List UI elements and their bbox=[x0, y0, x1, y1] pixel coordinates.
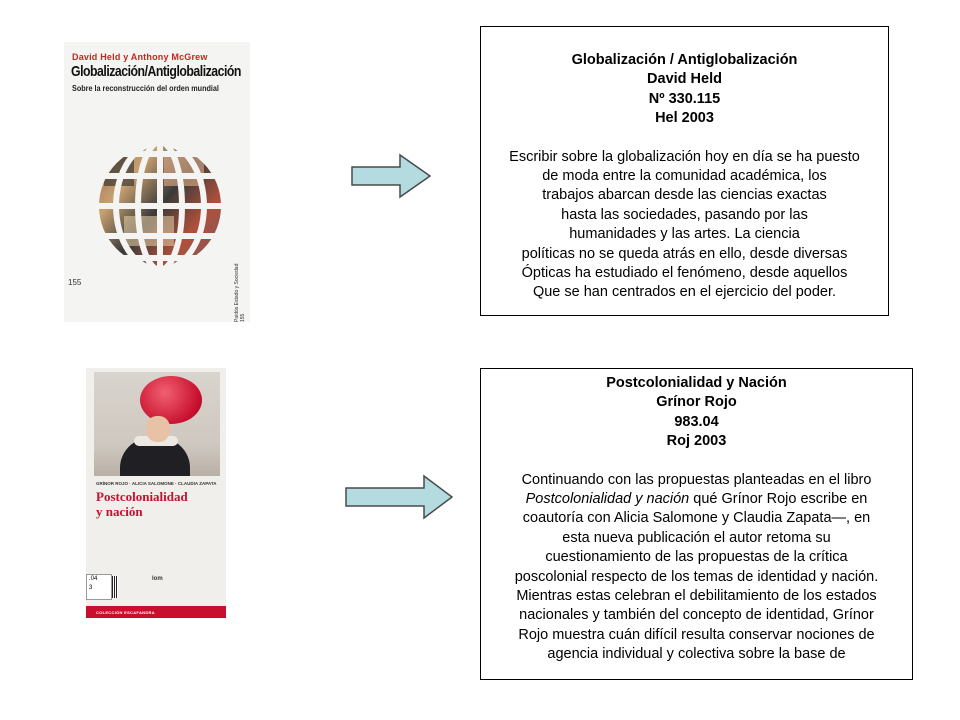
description-line: poscolonial respecto de los temas de identidad y nación. bbox=[514, 568, 879, 585]
book-code: Hel 2003 bbox=[655, 110, 714, 127]
book-author: Grínor Rojo bbox=[656, 394, 737, 411]
book-code: Roj 2003 bbox=[666, 433, 727, 450]
description-line: cuestionamiento de las propuestas de la crítica bbox=[545, 549, 848, 566]
cover-series-name: COLECCIÓN ESCAFANDRA bbox=[96, 610, 155, 615]
book-info-card-2 bbox=[480, 368, 913, 680]
book-info-card-1 bbox=[480, 26, 889, 316]
book-call-number: 983.04 bbox=[674, 413, 719, 430]
publisher-logo: lom bbox=[152, 576, 163, 582]
cover-series-number: 155 bbox=[68, 278, 82, 287]
description-line: coautoría con Alicia Salomone y Claudia Zapata—, en bbox=[522, 510, 871, 527]
description-line: humanidades y las artes. La ciencia bbox=[569, 226, 800, 243]
arrow-right-icon bbox=[350, 153, 432, 199]
description-line: Ópticas ha estudiado el fenómeno, desde aquellos bbox=[521, 265, 848, 282]
description-line: hasta las sociedades, pasando por las bbox=[561, 206, 808, 223]
library-sticker: .04 3 bbox=[86, 574, 112, 600]
cover-spine-text: Paidós Estado y Sociedad 155 bbox=[234, 263, 246, 322]
book-cover-globalizacion bbox=[64, 42, 250, 322]
book-author: David Held bbox=[647, 71, 722, 88]
description-line: esta nueva publicación el autor retoma su bbox=[562, 529, 831, 546]
cover-authors: GRÍNOR ROJO · ALICIA SALOMONE · CLAUDIA ZAPATA bbox=[96, 481, 217, 486]
description-line: Rojo muestra cuán difícil resulta conservar nociones de bbox=[518, 626, 875, 643]
description-line: Escribir sobre la globalización hoy en día se ha puesto bbox=[509, 148, 860, 165]
book-title-italic: Postcolonialidad y nación bbox=[525, 491, 690, 508]
book-title: Postcolonialidad y Nación bbox=[606, 375, 787, 391]
description-line: nacionales y también del concepto de identidad, Grínor bbox=[519, 607, 874, 624]
description-line: de moda entre la comunidad académica, los bbox=[542, 168, 827, 185]
description-line: políticas no se queda atrás en ello, desde diversas bbox=[521, 245, 848, 262]
book-title: Globalización / Antiglobalización bbox=[571, 52, 798, 68]
book-cover-postcolonialidad bbox=[86, 368, 226, 618]
description-line: Que se han centrados en el ejercicio del poder. bbox=[532, 284, 837, 301]
description-line: Continuando con las propuestas planteadas en el libro bbox=[521, 471, 872, 488]
description-line: agencia individual y colectiva sobre la base de bbox=[547, 646, 846, 663]
cover-authors: David Held y Anthony McGrew bbox=[72, 52, 208, 62]
cover-subtitle: Sobre la reconstrucción del orden mundial bbox=[72, 83, 219, 93]
barcode bbox=[112, 576, 118, 598]
cover-photo bbox=[94, 372, 220, 476]
cover-title: Postcolonialidad y nación bbox=[96, 489, 188, 519]
arrow-right-icon bbox=[344, 474, 456, 520]
description-line: Postcolonialidad y nación qué Grínor Rojo escribe en bbox=[525, 491, 868, 508]
globe-grid-illustration bbox=[94, 126, 226, 286]
book-call-number: Nº 330.115 bbox=[648, 90, 721, 107]
description-line: Mientras estas celebran el debilitamiento de los estados bbox=[516, 588, 877, 605]
description-line: trabajos abarcan desde las ciencias exactas bbox=[542, 187, 827, 204]
cover-title: Globalización/Antiglobalización bbox=[71, 63, 241, 80]
